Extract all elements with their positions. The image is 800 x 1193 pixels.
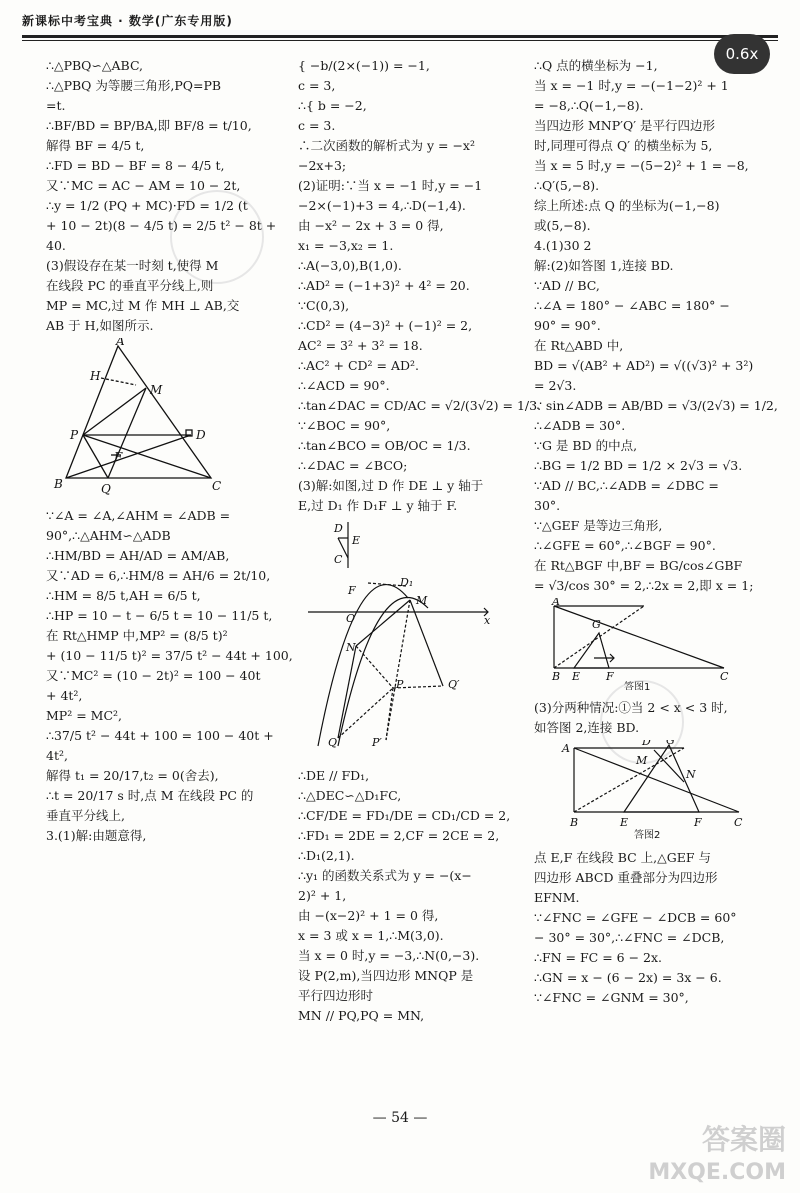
- text-line: ∴tan∠DAC = CD/AC = √2/(3√2) = 1/3.: [298, 398, 542, 413]
- text-line: 3.(1)解:由题意得,: [46, 828, 147, 843]
- column-1: [46, 56, 293, 846]
- text-line: 又∵MC² = (10 − 2t)² = 100 − 40t: [46, 668, 261, 683]
- header-rule-thick: [22, 35, 778, 38]
- text-line: 又∵AD = 6,∴HM/8 = AH/6 = 2t/10,: [46, 568, 271, 583]
- text-line: 40.: [46, 238, 66, 253]
- text-line: ∴∠ACD = 90°.: [298, 378, 390, 393]
- label-D: D: [642, 740, 651, 748]
- label-x: x: [484, 614, 491, 627]
- text-line: ∴tan∠BCO = OB/OC = 1/3.: [298, 438, 471, 453]
- text-line: ∴FN = FC = 6 − 2x.: [534, 950, 662, 965]
- text-line: − 30° = 30°,∴∠FNC = ∠DCB,: [534, 930, 725, 945]
- text-line: 当 x = 0 时,y = −3,∴N(0,−3).: [298, 948, 480, 963]
- text-line: ∵G 是 BD 的中点,: [534, 438, 638, 453]
- label-B: B: [54, 477, 63, 491]
- text-line: −2×(−1)+3 = 4,∴D(−1,4).: [298, 198, 466, 213]
- label-P: P: [396, 678, 404, 691]
- label-M: M: [150, 383, 163, 397]
- text-line: = −8,∴Q(−1,−8).: [534, 98, 644, 113]
- label-Q: Q: [328, 736, 338, 749]
- label-Q-prime: Q′: [448, 678, 460, 691]
- text-line: ∴t = 20/17 s 时,点 M 在线段 PC 的: [46, 788, 254, 803]
- label-A: A: [552, 598, 560, 608]
- text-line: 2)² + 1,: [298, 888, 347, 903]
- text-line: ∵AD // BC,: [534, 278, 600, 293]
- text-line: 由 −(x−2)² + 1 = 0 得,: [298, 908, 439, 923]
- column-3: [534, 56, 784, 1008]
- text-line: ∴AD² = (−1+3)² + 4² = 20.: [298, 278, 470, 293]
- label-F: F: [606, 670, 614, 683]
- text-line: ∴37/5 t² − 44t + 100 = 100 − 40t +: [46, 728, 274, 743]
- text-line: 四边形 ABCD 重叠部分为四边形: [534, 870, 718, 885]
- label-F: F: [348, 584, 356, 597]
- text-line: ∴A(−3,0),B(1,0).: [298, 258, 402, 273]
- text-line: 垂直平分线上,: [46, 808, 125, 823]
- zoom-level-badge[interactable]: 0.6x: [714, 34, 770, 74]
- col1-text: [46, 56, 281, 336]
- text-line: 当 x = 5 时,y = −(5−2)² + 1 = −8,: [534, 158, 749, 173]
- text-line: 在 Rt△HMP 中,MP² = (8/5 t)²: [46, 628, 228, 643]
- text-line: MP = MC,过 M 作 MH ⊥ AB,交: [46, 298, 240, 313]
- text-line: ∴△DEC∽△D₁FC,: [298, 788, 402, 803]
- text-line: + 4t²,: [46, 688, 83, 703]
- text-line: 90°,∴△AHM∽△ADB: [46, 528, 171, 543]
- text-line: ∴HP = 10 − t − 6/5 t = 10 − 11/5 t,: [46, 608, 273, 623]
- page-header: 新课标中考宝典 · 数学(广东专用版): [22, 14, 233, 28]
- text-line: ∴FD = BD − BF = 8 − 4/5 t,: [46, 158, 225, 173]
- col2-text: [298, 56, 542, 516]
- text-line: ∴FD₁ = 2DE = 2,CF = 2CE = 2,: [298, 828, 500, 843]
- text-line: 如答图 2,连接 BD.: [534, 720, 640, 735]
- col3c-text: [534, 848, 784, 1008]
- label-D: D: [196, 428, 206, 442]
- label-E: E: [572, 670, 581, 683]
- text-line: x = 3 或 x = 1,∴M(3,0).: [298, 928, 444, 943]
- text-line: ∴∠DAC = ∠BCO;: [298, 458, 408, 473]
- text-line: ∴HM = 8/5 t,AH = 6/5 t,: [46, 588, 201, 603]
- text-line: 4.(1)30 2: [534, 238, 592, 253]
- text-line: ∴CF/DE = FD₁/DE = CD₁/CD = 2,: [298, 808, 511, 823]
- text-line: 解得 t₁ = 20/17,t₂ = 0(舍去),: [46, 768, 219, 783]
- text-line: + (10 − 11/5 t)² = 37/5 t² − 44t + 100,: [46, 648, 293, 663]
- figure-caption: 答图2: [634, 830, 661, 840]
- text-line: ∴CD² = (4−3)² + (−1)² = 2,: [298, 318, 473, 333]
- label-E: E: [620, 816, 629, 829]
- text-line: EFNM.: [534, 890, 580, 905]
- text-line: 或(5,−8).: [534, 218, 591, 233]
- text-line: c = 3,: [298, 78, 336, 93]
- text-line: 又∵MC = AC − AM = 10 − 2t,: [46, 178, 241, 193]
- label-Q: Q: [101, 482, 111, 496]
- text-line: 当四边形 MNP′Q′ 是平行四边形: [534, 118, 716, 133]
- page-number: — 54 —: [372, 1110, 428, 1126]
- label-G: G: [592, 618, 601, 631]
- text-line: AB 于 H,如图所示.: [46, 318, 154, 333]
- text-line: =t.: [46, 98, 66, 113]
- text-line: 设 P(2,m),当四边形 MNQP 是: [298, 968, 474, 983]
- text-line: (3)解:如图,过 D 作 DE ⊥ y 轴于: [298, 478, 484, 493]
- answer-figure-2: [534, 740, 744, 840]
- text-line: 点 E,F 在线段 BC 上,△GEF 与: [534, 850, 711, 865]
- text-line: (3)假设存在某一时刻 t,使得 M: [46, 258, 219, 273]
- text-line: ∴GN = x − (6 − 2x) = 3x − 6.: [534, 970, 722, 985]
- text-line: { −b/(2×(−1)) = −1,: [298, 58, 430, 73]
- text-line: BD = √(AB² + AD²) = √((√3)² + 3²): [534, 358, 754, 373]
- col3-text: [534, 56, 784, 596]
- watermark-logo: 答案圈: [701, 1123, 786, 1156]
- parabola-figure: [298, 518, 508, 758]
- text-line: ∴y = 1/2 (PQ + MC)·FD = 1/2 (t: [46, 198, 248, 213]
- text-line: ∴∠GFE = 60°,∴∠BGF = 90°.: [534, 538, 716, 553]
- text-line: ∵△GEF 是等边三角形,: [534, 518, 663, 533]
- text-line: ∴AC² + CD² = AD².: [298, 358, 420, 373]
- text-line: 解得 BF = 4/5 t,: [46, 138, 145, 153]
- label-C: C: [734, 816, 743, 829]
- text-line: ∴DE // FD₁,: [298, 768, 370, 783]
- text-line: ∴二次函数的解析式为 y = −x²: [298, 138, 475, 153]
- text-line: + 10 − 2t)(8 − 4/5 t) = 2/5 t² − 8t +: [46, 218, 277, 233]
- text-line: E,过 D₁ 作 D₁F ⊥ y 轴于 F.: [298, 498, 458, 513]
- label-P-prime: P′: [372, 736, 382, 749]
- col1b-text: [46, 506, 293, 846]
- text-line: 时,同理可得点 Q′ 的横坐标为 5,: [534, 138, 713, 153]
- text-line: MP² = MC²,: [46, 708, 122, 723]
- header-rule-thin: [22, 40, 778, 41]
- text-line: (3)分两种情况:①当 2 < x < 3 时,: [534, 700, 728, 715]
- text-line: 4t²,: [46, 748, 68, 763]
- label-A: A: [116, 338, 125, 348]
- text-line: 在 Rt△BGF 中,BF = BG/cos∠GBF: [534, 558, 743, 573]
- text-line: 90° = 90°.: [534, 318, 601, 333]
- text-line: ∴∠A = 180° − ∠ABC = 180° −: [534, 298, 730, 313]
- text-line: ∵∠A = ∠A,∠AHM = ∠ADB =: [46, 508, 231, 523]
- text-line: ∴D₁(2,1).: [298, 848, 355, 863]
- text-line: ∴BF/BD = BP/BA,即 BF/8 = t/10,: [46, 118, 252, 133]
- col3b-text: [534, 698, 784, 738]
- text-line: ∵∠FNC = ∠GFE − ∠DCB = 60°: [534, 910, 737, 925]
- text-line: ∴Q′(5,−8).: [534, 178, 600, 193]
- text-line: 由 −x² − 2x + 3 = 0 得,: [298, 218, 444, 233]
- text-line: 平行四边形时: [298, 988, 374, 1003]
- text-line: c = 3.: [298, 118, 336, 133]
- text-line: = 2√3.: [534, 378, 577, 393]
- label-F: F: [114, 450, 123, 464]
- figure-caption: 答图1: [624, 682, 651, 690]
- text-line: ∴{ b = −2,: [298, 98, 367, 113]
- answer-figure-1: [534, 598, 744, 690]
- label-C: C: [212, 479, 222, 493]
- label-B: B: [552, 670, 561, 683]
- text-line: ∴∠ADB = 30°.: [534, 418, 626, 433]
- text-line: ∵ sin∠ADB = AB/BD = √3/(2√3) = 1/2,: [534, 398, 778, 413]
- column-2: [298, 56, 542, 1026]
- text-line: 在线段 PC 的垂直平分线上,则: [46, 278, 214, 293]
- text-line: 在 Rt△ABD 中,: [534, 338, 624, 353]
- label-H: H: [90, 369, 101, 383]
- text-line: = √3/cos 30° = 2,∴2x = 2,即 x = 1;: [534, 578, 754, 593]
- text-line: MN // PQ,PQ = MN,: [298, 1008, 425, 1023]
- label-G: G: [666, 740, 675, 747]
- watermark-url: MXQE.COM: [648, 1160, 786, 1185]
- text-line: 当 x = −1 时,y = −(−1−2)² + 1: [534, 78, 729, 93]
- label-D: D: [334, 522, 343, 535]
- text-line: 30°.: [534, 498, 561, 513]
- label-D1: D₁: [400, 576, 414, 589]
- text-line: ∴△PBQ 为等腰三角形,PQ=PB: [46, 78, 222, 93]
- label-P: P: [70, 428, 79, 442]
- label-N: N: [686, 768, 696, 781]
- text-line: x₁ = −3,x₂ = 1.: [298, 238, 394, 253]
- text-line: ∵∠FNC = ∠GNM = 30°,: [534, 990, 689, 1005]
- text-line: 综上所述:点 Q 的坐标为(−1,−8): [534, 198, 720, 213]
- label-C: C: [334, 553, 343, 566]
- text-line: ∴Q 点的横坐标为 −1,: [534, 58, 658, 73]
- text-line: 解:(2)如答图 1,连接 BD.: [534, 258, 674, 273]
- text-line: −2x+3;: [298, 158, 347, 173]
- text-line: ∵AD // BC,∴∠ADB = ∠DBC =: [534, 478, 719, 493]
- text-line: ∴△PBQ∽△ABC,: [46, 58, 144, 73]
- text-line: ∵C(0,3),: [298, 298, 350, 313]
- label-M: M: [636, 754, 648, 767]
- label-M: M: [416, 594, 428, 607]
- label-B: B: [570, 816, 579, 829]
- label-N: N: [346, 641, 356, 654]
- label-E: E: [352, 534, 361, 547]
- text-line: ∴BG = 1/2 BD = 1/2 × 2√3 = √3.: [534, 458, 743, 473]
- label-C: C: [720, 670, 729, 683]
- triangle-figure: [46, 338, 236, 498]
- col2b-text: [298, 766, 520, 1026]
- label-A: A: [562, 742, 570, 755]
- text-line: ∴HM/BD = AH/AD = AM/AB,: [46, 548, 230, 563]
- label-O: O: [346, 612, 356, 625]
- text-line: (2)证明:∵当 x = −1 时,y = −1: [298, 178, 483, 193]
- text-line: AC² = 3² + 3² = 18.: [298, 338, 423, 353]
- text-line: ∴y₁ 的函数关系式为 y = −(x−: [298, 868, 472, 883]
- text-line: ∵∠BOC = 90°,: [298, 418, 391, 433]
- label-F: F: [694, 816, 702, 829]
